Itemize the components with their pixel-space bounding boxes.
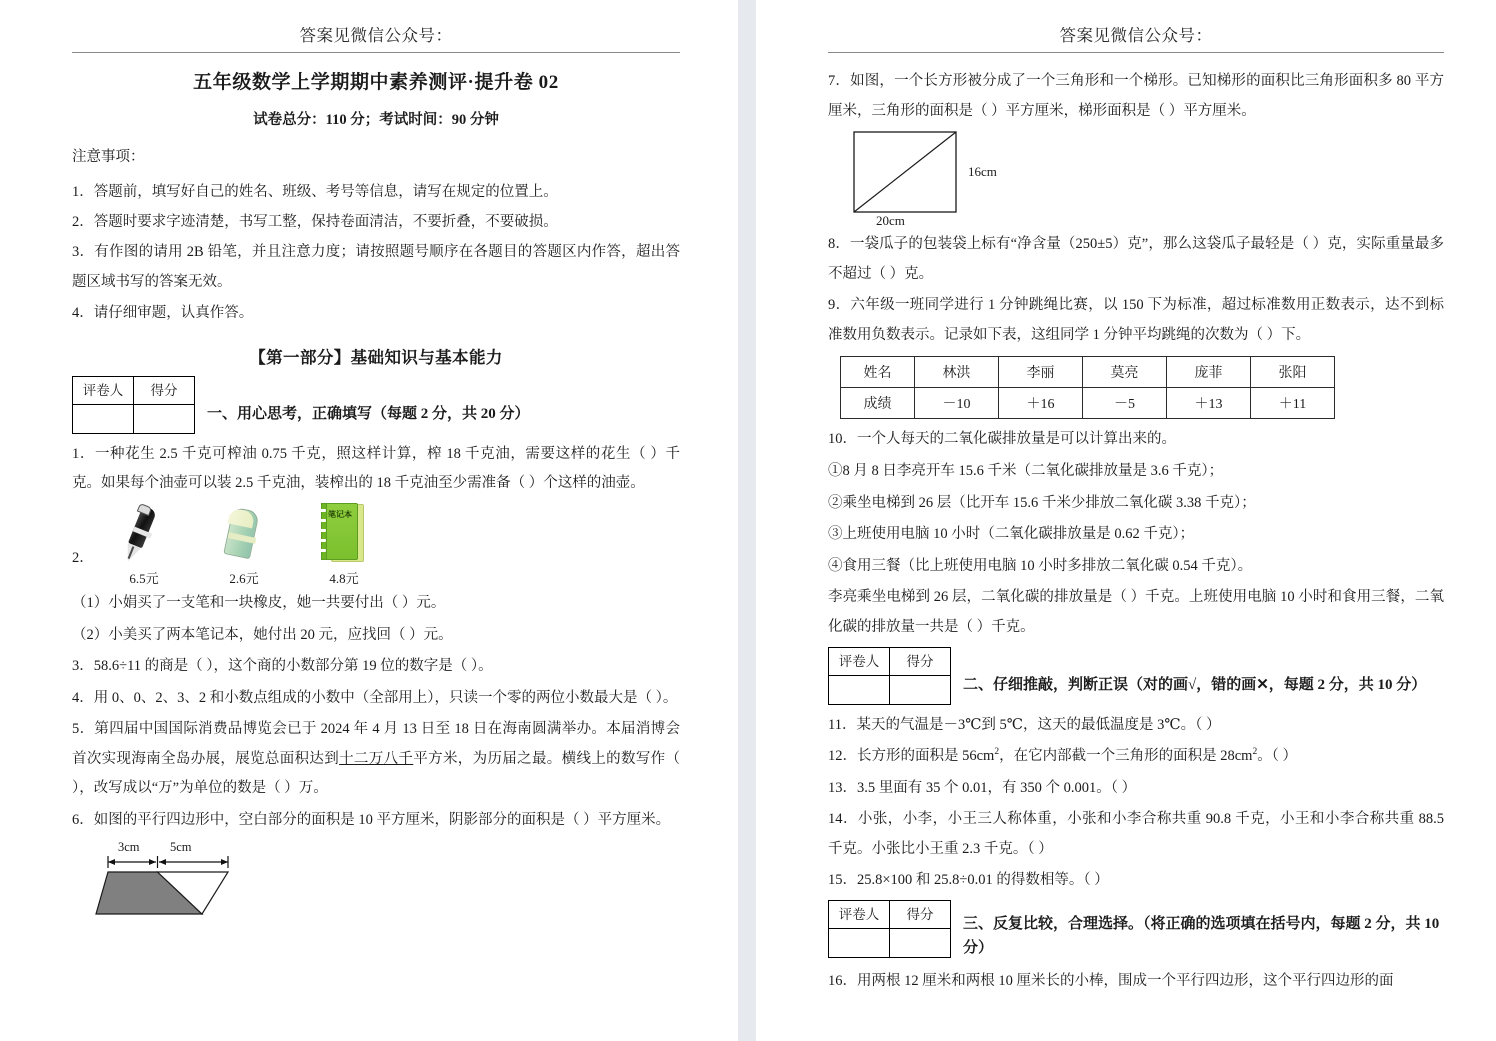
question-2-sub-2: （2）小美买了两本笔记本，她付出 20 元，应找回（ ）元。 xyxy=(72,626,453,643)
notebook-price: 4.8元 xyxy=(329,570,359,586)
scorer-score-label: 得分 xyxy=(134,376,195,404)
question-7-figure xyxy=(846,128,1046,228)
figure-width-label: 20cm xyxy=(876,213,905,229)
table-cell-name: 李丽 xyxy=(999,357,1083,388)
section-two-row xyxy=(828,647,1444,705)
notes-heading: 注意事项： xyxy=(72,149,145,165)
table-cell-name: 庞菲 xyxy=(1167,357,1251,388)
question-2-number: 2． xyxy=(72,549,94,566)
section-two-heading: 二、仔细推敲，判断正误（对的画√，错的画✕，每题 2 分，共 10 分） xyxy=(963,676,1427,693)
scorer-box-section-one xyxy=(72,376,195,434)
notebook-icon xyxy=(294,503,394,565)
table-cell-score: ＋11 xyxy=(1251,388,1335,419)
note-item: 2．答题时要求字迹清楚，书写工整，保持卷面清洁，不要折叠，不要破损。 xyxy=(72,214,558,231)
table-cell-score: －5 xyxy=(1083,388,1167,419)
scorer-reviewer-input[interactable] xyxy=(829,928,890,957)
jump-rope-table xyxy=(840,356,1335,419)
question-3: 3．58.6÷11 的商是（ ），这个商的小数部分第 19 位的数字是（ ）。 xyxy=(72,658,493,675)
table-cell-name: 林洪 xyxy=(915,357,999,388)
page-title: 五年级数学上学期期中素养测评·提升卷 02 xyxy=(193,72,559,93)
question-9: 9．六年级一班同学进行 1 分钟跳绳比赛，以 150 下为标准，超过标准数用正数表示，达不到标准数用负数表示。记录如下表，这组同学 1 分钟平均跳绳的次数为（ ）下。 xyxy=(828,297,1444,343)
question-5-text: 5．第四届中国国际消费品博览会已于 2024 年 4 月 13 日至 18 日在海南圆满举办。本届消博会首次实现海南全岛办展，展览总面积达到 xyxy=(72,721,680,767)
pen-price: 6.5元 xyxy=(129,570,159,586)
question-12-part-c: 。（ ） xyxy=(1257,748,1298,765)
question-10-item: ②乘坐电梯到 26 层（比开车 15.6 千米少排放二氧化碳 3.38 千克）； xyxy=(828,494,1256,511)
question-10-item: ③上班使用电脑 10 小时（二氧化碳排放量是 0.62 千克）； xyxy=(828,526,1195,543)
scorer-reviewer-label: 评卷人 xyxy=(829,647,890,675)
stationery-item-notebook xyxy=(294,503,394,587)
section-one-heading: 一、用心思考，正确填写（每题 2 分，共 20 分） xyxy=(207,405,530,422)
scorer-reviewer-label: 评卷人 xyxy=(829,900,890,928)
stationery-item-pen xyxy=(94,503,194,587)
scorer-box-section-three xyxy=(828,900,951,958)
left-page xyxy=(0,0,738,1041)
section-three-row xyxy=(828,900,1444,961)
question-6-figure xyxy=(94,840,304,920)
question-12-part-a: 12．长方形的面积是 56cm xyxy=(828,748,995,765)
scorer-score-input[interactable] xyxy=(134,404,195,433)
question-10-item: ①8 月 8 日李亮开车 15.6 千米（二氧化碳排放量是 3.6 千克）； xyxy=(828,463,1224,480)
scorer-score-input[interactable] xyxy=(890,928,951,957)
section-one-row xyxy=(72,376,680,434)
right-page xyxy=(756,0,1496,1041)
table-row-names xyxy=(841,357,1335,388)
header-divider-right xyxy=(828,52,1444,53)
question-13: 13．3.5 里面有 35 个 0.01，有 350 个 0.001。（ ） xyxy=(828,779,1137,796)
question-11: 11．某天的气温是－3℃到 5℃，这天的最低温度是 3℃。（ ） xyxy=(828,716,1221,733)
wechat-note-right: 答案见微信公众号： xyxy=(1059,26,1213,45)
question-10-item: ④食用三餐（比上班使用电脑 10 小时多排放二氧化碳 0.54 千克）。 xyxy=(828,557,1253,574)
table-header-name: 姓名 xyxy=(841,357,915,388)
question-8: 8．一袋瓜子的包装袋上标有“净含量（250±5）克”，那么这袋瓜子最轻是（ ）克，实际重量最多不超过（ ）克。 xyxy=(828,236,1444,282)
eraser-icon xyxy=(194,503,294,565)
scorer-score-input[interactable] xyxy=(890,675,951,704)
figure-label-left: 3cm xyxy=(118,839,140,854)
question-10-head: 10．一个人每天的二氧化碳排放量是可以计算出来的。 xyxy=(828,431,1176,448)
stationery-item-eraser xyxy=(194,503,294,587)
question-12-sup-b: 2 xyxy=(1252,747,1258,758)
notebook-cover-label: 笔记本 xyxy=(328,509,352,519)
question-2-figure xyxy=(72,503,680,587)
question-12-part-b: ，在它内部截一个三角形的面积是 28cm xyxy=(999,748,1253,765)
figure-label-right: 5cm xyxy=(170,839,192,854)
question-1: 1．一种花生 2.5 千克可榨油 0.75 千克，照这样计算，榨 18 千克油，需要这样的花生（ ）千克。如果每个油壶可以装 2.5 千克油，装榨出的 18 千克油至少需准备（ ）个这样的油壶。 xyxy=(72,445,680,492)
question-7: 7．如图，一个长方形被分成了一个三角形和一个梯形。已知梯形的面积比三角形面积多 80 平方厘米，三角形的面积是（ ）平方厘米，梯形面积是（ ）平方厘米。 xyxy=(828,73,1444,119)
page-gutter xyxy=(738,0,756,1041)
question-5-underlined: 十二万八千 xyxy=(339,750,414,767)
exam-meta: 试卷总分：110 分；考试时间：90 分钟 xyxy=(253,112,499,128)
wechat-note-left: 答案见微信公众号： xyxy=(299,26,453,45)
note-item: 3．有作图的请用 2B 铅笔，并且注意力度；请按照题号顺序在各题目的答题区内作答，超出答题区域书写的答案无效。 xyxy=(72,244,680,291)
table-header-score: 成绩 xyxy=(841,388,915,419)
question-15: 15．25.8×100 和 25.8÷0.01 的得数相等。（ ） xyxy=(828,872,1109,889)
table-cell-score: ＋16 xyxy=(999,388,1083,419)
scorer-reviewer-label: 评卷人 xyxy=(73,376,134,404)
question-14: 14．小张，小李，小王三人称体重，小张和小李合称共重 90.8 千克，小王和小李合称共重 88.5 千克。小张比小王重 2.3 千克。（ ） xyxy=(828,811,1444,857)
scorer-score-label: 得分 xyxy=(890,647,951,675)
scorer-box-section-two xyxy=(828,647,951,705)
figure-height-label: 16cm xyxy=(968,164,997,180)
scorer-score-label: 得分 xyxy=(890,900,951,928)
table-cell-score: ＋13 xyxy=(1167,388,1251,419)
question-12 xyxy=(828,742,1444,772)
header-divider-left xyxy=(72,52,680,53)
rectangle-triangle-svg xyxy=(846,128,1046,223)
part-one-title: 【第一部分】基础知识与基本能力 xyxy=(249,347,503,367)
question-5 xyxy=(72,715,680,804)
note-item: 1．答题前，填写好自己的姓名、班级、考号等信息，请写在规定的位置上。 xyxy=(72,184,558,200)
question-16: 16．用两根 12 厘米和两根 10 厘米长的小棒，围成一个平行四边形，这个平行四边形的面 xyxy=(828,972,1394,989)
note-item: 4．请仔细审题，认真作答。 xyxy=(72,304,254,321)
section-three-heading: 三、反复比较，合理选择。（将正确的选项填在括号内，每题 2 分，共 10 分） xyxy=(963,915,1440,957)
table-cell-score: －10 xyxy=(915,388,999,419)
question-10-tail: 李亮乘坐电梯到 26 层，二氧化碳的排放量是（ ）千克。上班使用电脑 10 小时和食用三餐，二氧化碳的排放量一共是（ ）千克。 xyxy=(828,589,1444,635)
eraser-price: 2.6元 xyxy=(229,570,259,586)
pen-icon xyxy=(94,503,194,565)
scorer-reviewer-input[interactable] xyxy=(829,675,890,704)
question-6: 6．如图的平行四边形中，空白部分的面积是 10 平方厘米，阴影部分的面积是（ ）平方厘米。 xyxy=(72,811,671,828)
table-cell-name: 张阳 xyxy=(1251,357,1335,388)
question-12-sup-a: 2 xyxy=(994,747,1000,758)
table-cell-name: 莫亮 xyxy=(1083,357,1167,388)
scorer-reviewer-input[interactable] xyxy=(73,404,134,433)
table-row-scores xyxy=(841,388,1335,419)
question-4: 4．用 0、0、2、3、2 和小数点组成的小数中（全部用上），只读一个零的两位小数最大是（ ）。 xyxy=(72,689,678,706)
question-2-sub-1: （1）小娟买了一支笔和一块橡皮，她一共要付出（ ）元。 xyxy=(72,594,446,611)
question-5-tail: 平方米，为历届之最。横线上的数写作（ ），改写成以“万”为单位的数是（ ）万。 xyxy=(72,750,681,797)
